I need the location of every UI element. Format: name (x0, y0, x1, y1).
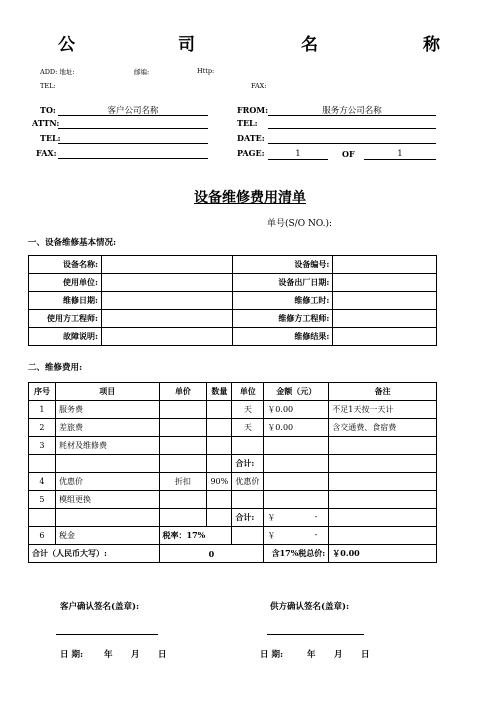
cell (207, 509, 232, 527)
header-cell: 金额（元） (264, 383, 329, 401)
cell[interactable] (333, 328, 437, 346)
cell: 维修方工程师: (233, 310, 333, 328)
table-row (29, 274, 437, 292)
company-name (0, 30, 500, 56)
tax-total-label: 含17%税总价: (264, 545, 329, 563)
cell[interactable] (101, 328, 233, 346)
cell (55, 455, 159, 473)
cell (159, 455, 207, 473)
tax-total-amount: ￥0.00 (329, 545, 437, 563)
subtotal-amount (264, 509, 329, 527)
cell: 2 (29, 419, 56, 437)
company-char: 称 (423, 35, 440, 55)
supplier-month: 月 (334, 650, 343, 660)
cell (29, 509, 56, 527)
cell: 模组更换 (55, 491, 159, 509)
page-label: PAGE: (237, 148, 265, 158)
cell: 税金 (55, 527, 159, 545)
cell: 维修工时: (233, 292, 333, 310)
cell (207, 455, 232, 473)
cell[interactable] (333, 292, 437, 310)
fax2-label: FAX: (36, 148, 57, 158)
section1-heading: 一、设备维修基本情况: (28, 238, 117, 248)
cell: 优惠价 (232, 473, 264, 491)
table-row (29, 256, 437, 274)
cell[interactable] (207, 401, 232, 419)
cell[interactable] (159, 419, 207, 437)
cell: 优惠价 (55, 473, 159, 491)
date-line (268, 143, 436, 144)
fax-line (58, 158, 208, 159)
cell: 税率：17% (159, 527, 232, 545)
cell: 服务费 (55, 401, 159, 419)
cell[interactable] (264, 437, 329, 455)
company-char: 公 (58, 35, 75, 55)
cell: 使用单位: (29, 274, 102, 292)
date-label: DATE: (237, 133, 265, 143)
client-date-label: 日 期: (60, 650, 84, 660)
header-cell: 数量 (207, 383, 232, 401)
company-char: 司 (178, 35, 195, 55)
cell: 6 (29, 527, 56, 545)
cell: 4 (29, 473, 56, 491)
of-value: 1 (397, 149, 403, 159)
header-cell: 单价 (159, 383, 207, 401)
to-line (58, 115, 208, 116)
page-line (268, 159, 328, 160)
table-row (29, 328, 437, 346)
supplier-day: 日 (361, 650, 370, 660)
cell: 故障说明: (29, 328, 102, 346)
cell[interactable] (159, 401, 207, 419)
cell[interactable] (101, 274, 233, 292)
header-cell: 单位 (232, 383, 264, 401)
supplier-signature-label: 供方确认签名(盖章): (270, 602, 350, 612)
tel3-label: TEL: (237, 118, 258, 128)
cell (232, 527, 264, 545)
cell: 天 (232, 419, 264, 437)
client-signature-label: 客户确认签名(盖章): (60, 602, 140, 612)
cell: 设备名称: (29, 256, 102, 274)
cell[interactable] (329, 491, 437, 509)
table-row (29, 437, 437, 455)
of-line (364, 159, 436, 160)
section2-heading: 二、维修费用: (28, 363, 83, 373)
postcode-label: 邮编: (134, 68, 150, 76)
tel2-label: TEL: (40, 133, 61, 143)
cell[interactable] (232, 437, 264, 455)
tel-line (58, 143, 208, 144)
client-month: 月 (131, 650, 140, 660)
document-title: 设备维修费用清单 (194, 190, 306, 206)
to-label: TO: (40, 105, 56, 115)
cell[interactable] (264, 473, 329, 491)
attn-label: ATTN: (32, 118, 60, 128)
header-cell: 序号 (29, 383, 56, 401)
total-label: 合计（人民币大写）: (29, 545, 160, 563)
cell: 天 (232, 401, 264, 419)
tel2-line (268, 128, 436, 129)
of-label: OF (342, 149, 355, 159)
cell[interactable] (159, 437, 207, 455)
equipment-info-table (28, 255, 437, 346)
tel-label: TEL: (40, 82, 56, 90)
header-cell: 备注 (329, 383, 437, 401)
page-value: 1 (295, 149, 301, 159)
cell: ￥0.00 (264, 401, 329, 419)
supplier-date-label: 日 期: (260, 650, 284, 660)
cell (159, 509, 207, 527)
cell: 不足1天按一天计 (329, 401, 437, 419)
client-signature-line[interactable] (56, 634, 158, 635)
table-row (29, 509, 437, 527)
dash: - (314, 530, 318, 539)
dash: - (314, 512, 318, 521)
client-year: 年 (104, 650, 113, 660)
order-number-label: 单号(S/O NO.): (267, 219, 333, 229)
yen-sign: ￥ (267, 513, 276, 522)
cell: 使用方工程师: (29, 310, 102, 328)
address-label: ADD: 地址: (40, 68, 75, 76)
cell: 设备编号: (233, 256, 333, 274)
cell[interactable] (264, 455, 329, 473)
cell (29, 455, 56, 473)
cell[interactable] (207, 437, 232, 455)
supplier-year: 年 (307, 650, 316, 660)
subtotal-label: 合计: (232, 455, 264, 473)
http-label: Http: (197, 67, 215, 75)
table-row (29, 401, 437, 419)
cell[interactable] (159, 491, 207, 509)
table-row (29, 310, 437, 328)
client-day: 日 (158, 650, 167, 660)
cell[interactable] (329, 437, 437, 455)
cell: 5 (29, 491, 56, 509)
table-row (29, 455, 437, 473)
cell[interactable] (329, 527, 437, 545)
cell[interactable] (101, 256, 233, 274)
cell: 设备出厂日期: (233, 274, 333, 292)
cell[interactable] (333, 310, 437, 328)
cell[interactable] (333, 256, 437, 274)
cell: 维修结果: (233, 328, 333, 346)
tax-amount (264, 527, 329, 545)
fees-table (28, 382, 437, 563)
cell: 差旅费 (55, 419, 159, 437)
cell: 3 (29, 437, 56, 455)
table-row (29, 473, 437, 491)
cell: 90% (207, 473, 232, 491)
cell[interactable] (329, 455, 437, 473)
company-char: 名 (301, 35, 318, 55)
total-value: 0 (159, 545, 264, 563)
cell[interactable] (329, 473, 437, 491)
from-line (268, 115, 436, 116)
table-row (29, 419, 437, 437)
cell: 1 (29, 401, 56, 419)
cell[interactable] (101, 310, 233, 328)
subtotal-label: 合计: (232, 509, 264, 527)
cell[interactable] (329, 509, 437, 527)
table-row (29, 527, 437, 545)
cell: 含交通费、食宿费 (329, 419, 437, 437)
header-cell: 项目 (55, 383, 159, 401)
fax-label: FAX: (251, 82, 267, 90)
total-row (29, 545, 437, 563)
cell[interactable] (264, 491, 329, 509)
cell[interactable] (207, 491, 232, 509)
cell: 折扣 (159, 473, 207, 491)
cell: 耗材及维修费 (55, 437, 159, 455)
cell[interactable] (101, 292, 233, 310)
table-header-row (29, 383, 437, 401)
cell[interactable] (207, 419, 232, 437)
table-row (29, 491, 437, 509)
cell: ￥0.00 (264, 419, 329, 437)
cell: 维修日期: (29, 292, 102, 310)
from-value: 服务方公司名称 (322, 106, 382, 116)
from-label: FROM: (237, 105, 269, 115)
yen-sign: ￥ (267, 531, 276, 540)
supplier-signature-line[interactable] (267, 634, 364, 635)
cell (55, 509, 159, 527)
cell[interactable] (333, 274, 437, 292)
to-value: 客户公司名称 (107, 106, 159, 116)
attn-line (58, 128, 208, 129)
table-row (29, 292, 437, 310)
cell[interactable] (232, 491, 264, 509)
